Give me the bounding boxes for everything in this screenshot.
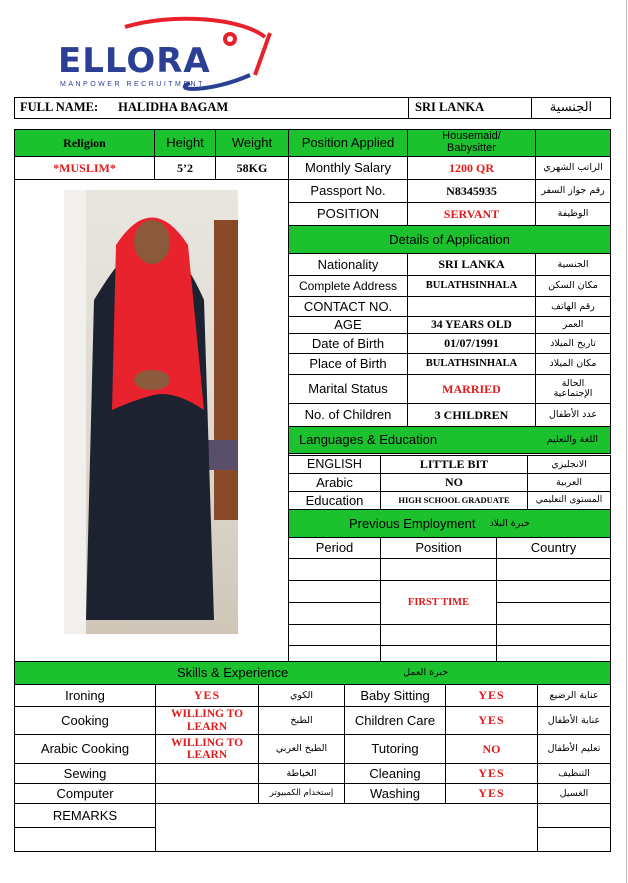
children-label: No. of Children	[288, 403, 408, 427]
skills-title: Skills & Experience	[177, 665, 289, 681]
employment-row-1-country	[496, 558, 611, 581]
weight-header: Weight	[215, 129, 289, 157]
salary-ar: الراتب الشهري	[535, 156, 611, 180]
skill-sewing-value	[155, 763, 259, 784]
skill-cooking-ar: الطبخ	[258, 706, 345, 735]
employment-title: Previous Employment	[349, 515, 476, 531]
arabic-value: NO	[380, 473, 528, 492]
position-label: POSITION	[288, 202, 408, 226]
employment-row-1-period	[288, 558, 381, 581]
skill-cooking-label: Cooking	[14, 706, 156, 735]
education-value: HIGH SCHOOL GRADUATE	[380, 491, 528, 510]
age-label: AGE	[288, 316, 408, 334]
company-logo	[50, 15, 290, 95]
contact-ar: رقم الهاتف	[535, 296, 611, 317]
remarks-right-top	[537, 803, 611, 828]
position-applied-header: Position Applied	[288, 129, 408, 157]
pob-label: Place of Birth	[288, 353, 408, 375]
salary-value: 1200 QR	[407, 156, 536, 180]
address-ar: مكان السكن	[535, 275, 611, 297]
marital-ar: الحالة الإجتماعية	[535, 374, 611, 404]
employment-title-row	[288, 509, 611, 538]
languages-title-row	[288, 426, 611, 454]
skill-washing-label: Washing	[344, 783, 446, 804]
employment-col-period: Period	[288, 537, 381, 559]
passport-value: N8345935	[407, 179, 536, 203]
skill-arabic-cooking-ar: الطبخ العربي	[258, 734, 345, 764]
remarks-field	[155, 803, 538, 852]
skills-title-ar: خبرة العمل	[403, 667, 449, 679]
summary-header-blank	[535, 129, 611, 157]
position-value: SERVANT	[407, 202, 536, 226]
skill-ironing-label: Ironing	[14, 684, 156, 707]
skill-washing-ar: الغسيل	[537, 783, 611, 804]
languages-title-ar: اللغة والتعليم	[546, 434, 598, 446]
age-value: 34 YEARS OLD	[407, 316, 536, 334]
page-right-border	[626, 0, 627, 883]
age-ar: العمر	[535, 316, 611, 334]
skill-tutoring-label: Tutoring	[344, 734, 446, 764]
employment-title-ar: خبرة البلاد	[489, 517, 530, 529]
employment-col-position: Position	[380, 537, 497, 559]
skill-childcare-value: YES	[445, 706, 538, 735]
logo-text: ELLORA	[58, 41, 211, 81]
skill-computer-ar: إستخدام الكمبيوتر	[258, 783, 345, 804]
full-name-value: HALIDHA BAGAM	[118, 100, 229, 115]
salary-label: Monthly Salary	[288, 156, 408, 180]
skill-babysitting-ar: عناية الرضيع	[537, 684, 611, 707]
employment-first-time: FIRST TIME	[380, 580, 497, 625]
pob-value: BULATHSINHALA	[407, 353, 536, 375]
header-nationality: SRI LANKA	[408, 97, 532, 119]
skill-babysitting-label: Baby Sitting	[344, 684, 446, 707]
skill-arabic-cooking-value: WILLING TO LEARN	[155, 734, 259, 764]
skill-arabic-cooking-label: Arabic Cooking	[14, 734, 156, 764]
employment-row-2-period	[288, 580, 381, 603]
skill-childcare-label: Children Care	[344, 706, 446, 735]
employment-row-2-country	[496, 580, 611, 603]
employment-row-1-position	[380, 558, 497, 581]
skill-sewing-label: Sewing	[14, 763, 156, 784]
skill-cooking-value: WILLING TO LEARN	[155, 706, 259, 735]
languages-title: Languages & Education	[299, 432, 438, 448]
nationality-value: SRI LANKA	[407, 253, 536, 276]
employment-row-5-period	[288, 645, 381, 662]
contact-label: CONTACT NO.	[288, 296, 408, 317]
employment-row-5-position	[380, 645, 497, 662]
employment-row-4-country	[496, 624, 611, 646]
nationality-ar: الجنسية	[535, 253, 611, 276]
employment-col-country: Country	[496, 537, 611, 559]
header-nationality-ar: الجنسية	[531, 97, 611, 119]
remarks-right-bottom	[537, 827, 611, 852]
employment-row-3-country	[496, 602, 611, 625]
english-ar: الانجليزي	[527, 455, 611, 474]
passport-ar: رقم جواز السفر	[535, 179, 611, 203]
employment-row-5-country	[496, 645, 611, 662]
marital-value: MARRIED	[407, 374, 536, 404]
pob-ar: مكان الميلاد	[535, 353, 611, 375]
applicant-photo	[64, 190, 238, 634]
skill-ironing-value: YES	[155, 684, 259, 707]
english-label: ENGLISH	[288, 455, 381, 474]
skill-ironing-ar: الكوي	[258, 684, 345, 707]
height-header: Height	[154, 129, 216, 157]
religion-value: *MUSLIM*	[14, 156, 155, 180]
full-name-label: FULL NAME: HALIDHA BAGAM	[14, 97, 409, 119]
children-ar: عدد الأطفال	[535, 403, 611, 427]
employment-row-3-period	[288, 602, 381, 625]
skill-cleaning-value: YES	[445, 763, 538, 784]
contact-value	[407, 296, 536, 317]
skill-washing-value: YES	[445, 783, 538, 804]
person-silhouette-icon	[64, 190, 238, 634]
address-value: BULATHSINHALA	[407, 275, 536, 297]
position-applied-value: Housemaid/ Babysitter	[407, 129, 536, 157]
skill-cleaning-label: Cleaning	[344, 763, 446, 784]
remarks-box-label-lower	[14, 827, 156, 852]
position-ar: الوظيفة	[535, 202, 611, 226]
skill-childcare-ar: عناية الأطفال	[537, 706, 611, 735]
children-value: 3 CHILDREN	[407, 403, 536, 427]
religion-header: Religion	[14, 129, 155, 157]
address-label: Complete Address	[288, 275, 408, 297]
education-label: Education	[288, 491, 381, 510]
passport-label: Passport No.	[288, 179, 408, 203]
skill-sewing-ar: الخياطة	[258, 763, 345, 784]
nationality-label: Nationality	[288, 253, 408, 276]
skill-cleaning-ar: التنظيف	[537, 763, 611, 784]
skills-title-row	[14, 661, 611, 685]
details-title: Details of Application	[288, 225, 611, 254]
skill-tutoring-ar: تعليم الأطفال	[537, 734, 611, 764]
height-value: 5’2	[154, 156, 216, 180]
skill-computer-value	[155, 783, 259, 804]
english-value: LITTLE BIT	[380, 455, 528, 474]
skill-tutoring-value: NO	[445, 734, 538, 764]
dob-ar: تاريخ الميلاد	[535, 333, 611, 354]
employment-row-4-period	[288, 624, 381, 646]
arabic-label: Arabic	[288, 473, 381, 492]
logo-tagline: MANPOWER RECRUITMENT	[60, 81, 205, 88]
weight-value: 58KG	[215, 156, 289, 180]
education-ar: المستوى التعليمي	[527, 491, 611, 510]
marital-label: Marital Status	[288, 374, 408, 404]
skill-computer-label: Computer	[14, 783, 156, 804]
employment-row-4-position	[380, 624, 497, 646]
skill-babysitting-value: YES	[445, 684, 538, 707]
dob-label: Date of Birth	[288, 333, 408, 354]
arabic-ar: العربية	[527, 473, 611, 492]
remarks-label: REMARKS	[14, 803, 156, 828]
dob-value: 01/07/1991	[407, 333, 536, 354]
